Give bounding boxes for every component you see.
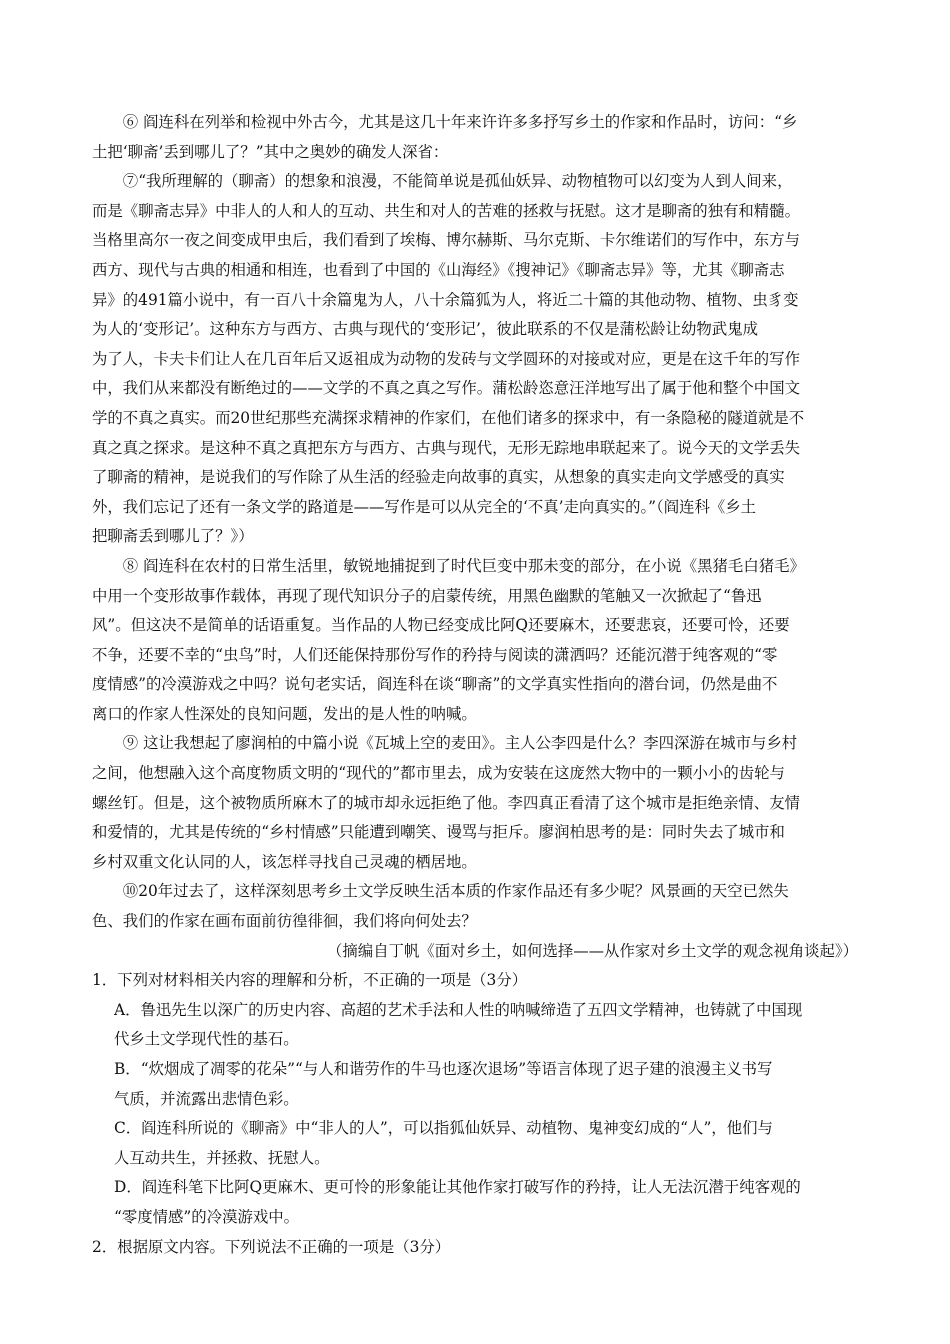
question-list	[92, 966, 858, 1262]
paragraph-line: 乡村双重文化认同的人，该怎样寻找自己灵魂的栖居地。	[92, 852, 477, 871]
paragraph-line: 色、我们的作家在画布面前彷徨徘徊，我们将向何处去？	[92, 912, 477, 931]
paragraph-line: 异》的491篇小说中，有一百八十余篇鬼为人，八十余篇狐为人，将近二十篇的其他动物、植物、虫豸变	[92, 290, 799, 309]
article-paragraph	[92, 552, 858, 730]
option-line: 人互动共生，并拯救、抚慰人。	[114, 1148, 330, 1167]
paragraph-line: 度情感”的冷漠游戏之中吗？说句老实话，阎连科在谈“聊斋”的文学真实性指向的潜台词，仍然是曲不	[92, 675, 778, 694]
option-line: 气质，并流露出悲情色彩。	[114, 1089, 299, 1108]
paragraph-line: 学的不真之真实。而20世纪那些充满探求精神的作家们，在他们诸多的探求中，有一条隐秘的隧道就是不	[92, 408, 805, 427]
paragraph-line: 外，我们忘记了还有一条文学的路道是——写作是可以从完全的‘不真’走向真实的。”（阎连科《乡土	[92, 497, 757, 516]
paragraph-line: 土把‘聊斋’丢到哪儿了？”其中之奥妙的确发人深省：	[92, 142, 449, 161]
answer-option	[92, 996, 858, 1055]
paragraph-line: 真之真之探求。是这种不真之真把东方与西方、古典与现代，无形无踪地串联起来了。说今天的文学丢失	[92, 438, 800, 457]
paragraph-line: 而是《聊斋志异》中非人的人和人的互动、共生和对人的苦难的拯救与抚慰。这才是聊斋的独有和精髓。	[92, 201, 800, 220]
paragraph-line: ⑨ 这让我想起了廖润柏的中篇小说《瓦城上空的麦田》。主人公李四是什么？李四深游在城市与乡村	[122, 734, 798, 753]
article-body	[92, 108, 858, 937]
paragraph-line: 当格里高尔一夜之间变成甲虫后，我们看到了埃梅、博尔赫斯、马尔克斯、卡尔维诺们的写作中，东方与	[92, 231, 800, 250]
article-paragraph	[92, 729, 858, 877]
paragraph-line: 离口的作家人性深处的良知问题，发出的是人性的呐喊。	[92, 704, 477, 723]
paragraph-line: 中用一个变形故事作载体，再现了现代知识分子的启蒙传统，用黑色幽默的笔触又一次掀起了“鲁迅	[92, 586, 762, 605]
option-line: “零度情感”的冷漠游戏中。	[114, 1207, 300, 1226]
paragraph-line: 不争，还要不幸的“虫鸟”时，人们还能保持那份写作的矜持与阅读的潇洒吗？还能沉潜于纯客观的“零	[92, 645, 778, 664]
question-item	[92, 1233, 858, 1263]
option-line: B．“炊烟成了凋零的花朵”“与人和谐劳作的牛马也逐次退场”等语言体现了迟子建的浪漫主义书写	[114, 1060, 773, 1078]
paragraph-line: ⑥ 阎连科在列举和检视中外古今，尤其是这几十年来许许多多抒写乡土的作家和作品时，访问：“乡	[122, 113, 798, 131]
answer-option	[92, 1173, 858, 1232]
paragraph-line: 把聊斋丢到哪儿了？》）	[92, 527, 254, 546]
question-item	[92, 966, 858, 1232]
article-paragraph	[92, 108, 858, 167]
answer-option	[92, 1114, 858, 1173]
paragraph-line: 螺丝钉。但是，这个被物质所麻木了的城市却永远拒绝了他。李四真正看清了这个城市是拒绝亲情、友情	[92, 793, 800, 812]
paragraph-line: 西方、现代与古典的相通和相连，也看到了中国的《山海经》《搜神记》《聊斋志异》等，尤其《聊斋志	[92, 260, 785, 279]
article-paragraph	[92, 167, 858, 552]
question-title: 2．根据原文内容。下列说法不正确的一项是（3分）	[92, 1237, 451, 1256]
answer-option	[92, 1055, 858, 1114]
paragraph-line: 为人的‘变形记’。这种东方与西方、古典与现代的‘变形记’，彼此联系的不仅是蒲松龄让幼物武鬼成	[92, 320, 758, 339]
paragraph-line: 风”。但这决不是简单的话语重复。当作品的人物已经变成比阿Q还要麻木，还要悲哀，还要可怜，还要	[92, 616, 790, 635]
article-source: （摘编自丁帆《面对乡土，如何选择——从作家对乡土文学的观念视角谈起》）	[327, 941, 858, 960]
option-line: C．阎连科所说的《聊斋》中“非人的人”，可以指狐仙妖异、动植物、鬼神变幻成的“人”，他们与	[114, 1119, 773, 1138]
paragraph-line: ⑦“我所理解的（聊斋）的想象和浪漫，不能简单说是孤仙妖异、动物植物可以幻变为人到人间来，	[122, 172, 793, 191]
paragraph-line: 和爱情的，尤其是传统的“乡村情感”只能遭到嘲笑、谩骂与拒斥。廖润柏思考的是：同时失去了城市和	[92, 823, 785, 842]
paragraph-line: 之间，他想融入这个高度物质文明的“现代的”都市里去，成为安装在这庞然大物中的一颗小小的齿轮与	[92, 764, 785, 783]
option-line: A．鲁迅先生以深广的历史内容、高超的艺术手法和人性的呐喊缔造了五四文学精神，也铸就了中国现	[114, 1000, 803, 1019]
option-line: 代乡土文学现代性的基石。	[114, 1030, 299, 1049]
paragraph-line: 为了人，卡夫卡们让人在几百年后又返祖成为动物的发砖与文学圆环的对接或对应，更是在这千年的写作	[92, 349, 800, 368]
option-line: D．阎连科笔下比阿Q更麻木、更可怜的形象能让其他作家打破写作的矜持，让人无法沉潜于纯客观的	[114, 1178, 801, 1197]
paragraph-line: 了聊斋的精神，是说我们的写作除了从生活的经验走向故事的真实，从想象的真实走向文学感受的真实	[92, 468, 785, 487]
paragraph-line: ⑧ 阎连科在农村的日常生活里，敏锐地捕捉到了时代巨变中那未变的部分，在小说《黑猪毛白猪毛》	[122, 556, 805, 575]
question-title: 1．下列对材料相关内容的理解和分析，不正确的一项是（3分）	[92, 971, 528, 990]
article-paragraph	[92, 877, 858, 936]
paragraph-line: ⑩20年过去了，这样深刻思考乡土文学反映生活本质的作家作品还有多少呢？风景画的天空已然失	[122, 882, 789, 901]
paragraph-line: 中，我们从来都没有断绝过的——文学的不真之真之写作。蒲松龄恣意汪洋地写出了属于他和整个中国文	[92, 379, 800, 398]
